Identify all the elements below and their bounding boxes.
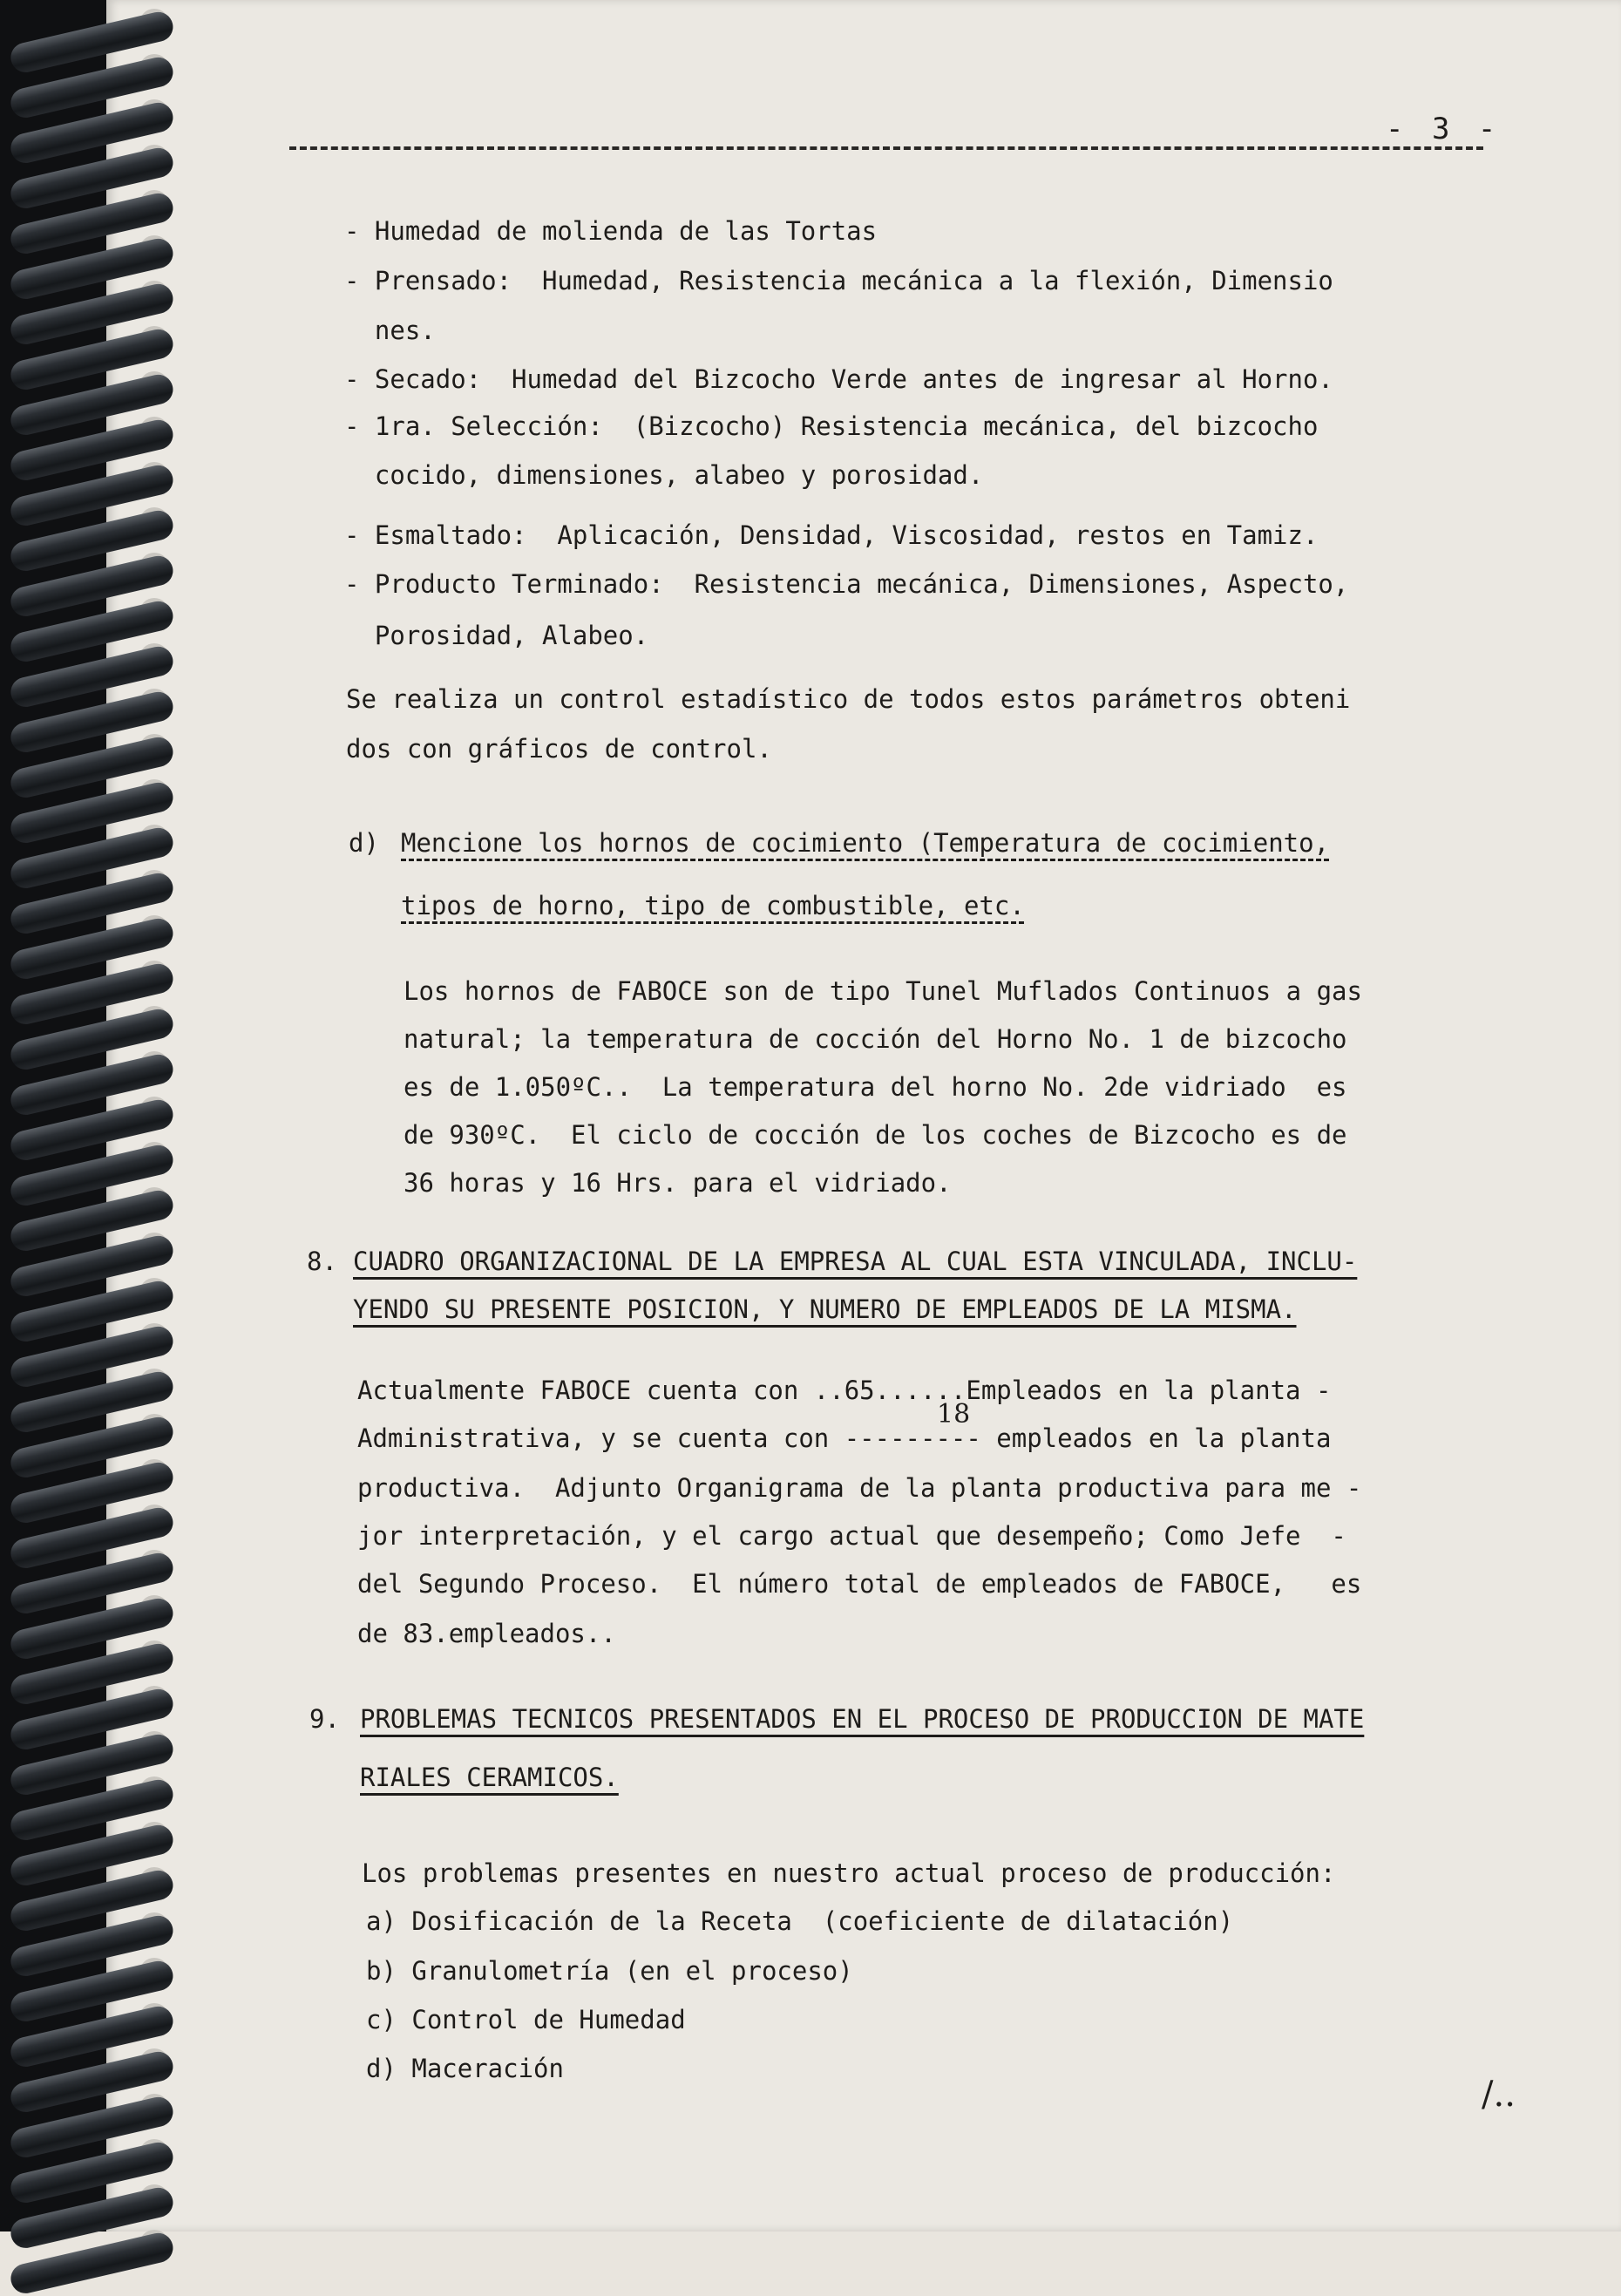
answer-d-line: es de 1.050ºC.. La temperatura del horno No. 2de vidriado es <box>404 1072 1347 1102</box>
handwritten-productive-count: 18 <box>937 1399 971 1430</box>
section-8-body-line: Administrativa, y se cuenta con --------- empleados en la planta <box>357 1423 1332 1453</box>
question-d-label: d) <box>349 828 379 858</box>
section-8-body-line: jor interpretación, y el cargo actual que desempeño; Como Jefe - <box>357 1521 1346 1551</box>
list-item: - Secado: Humedad del Bizcocho Verde antes de ingresar al Horno. <box>344 364 1333 394</box>
header-divider <box>289 146 1483 150</box>
section-8-heading: YENDO SU PRESENTE POSICION, Y NUMERO DE EMPLEADOS DE LA MISMA. <box>353 1294 1297 1324</box>
section-8-number: 8. <box>307 1246 337 1276</box>
answer-d-line: Los hornos de FABOCE son de tipo Tunel Muflados Continuos a gas <box>404 976 1362 1006</box>
list-item: - Humedad de molienda de las Tortas <box>344 216 878 246</box>
section-8-body-line: Actualmente FABOCE cuenta con ..65......Empleados en la planta - <box>357 1376 1332 1405</box>
problem-item: d) Maceración <box>366 2054 564 2083</box>
section-9-number: 9. <box>309 1704 340 1734</box>
section-8-body-line: de 83.empleados.. <box>357 1619 616 1648</box>
section-9-heading: PROBLEMAS TECNICOS PRESENTADOS EN EL PROCESO DE PRODUCCION DE MATE <box>360 1704 1365 1734</box>
continuation-mark: /.. <box>1482 2075 1516 2115</box>
list-item: cocido, dimensiones, alabeo y porosidad. <box>344 460 984 490</box>
control-paragraph-line: dos con gráficos de control. <box>346 734 772 764</box>
section-9-intro: Los problemas presentes en nuestro actual proceso de producción: <box>362 1858 1336 1888</box>
section-8-body-line: del Segundo Proceso. El número total de empleados de FABOCE, es <box>357 1569 1362 1599</box>
section-9-heading: RIALES CERAMICOS. <box>360 1763 619 1792</box>
list-item: Porosidad, Alabeo. <box>344 621 649 650</box>
section-8-body-line: productiva. Adjunto Organigrama de la planta productiva para me - <box>357 1473 1362 1503</box>
list-item: nes. <box>344 316 436 345</box>
list-item: - Producto Terminado: Resistencia mecánica, Dimensiones, Aspecto, <box>344 569 1349 599</box>
document-page <box>106 0 1621 2231</box>
problem-item: a) Dosificación de la Receta (coeficiente de dilatación) <box>366 1906 1234 1936</box>
question-d-line: Mencione los hornos de cocimiento (Temperatura de cocimiento, <box>401 828 1330 858</box>
question-d-line: tipos de horno, tipo de combustible, etc. <box>401 891 1025 920</box>
control-paragraph-line: Se realiza un control estadístico de todos estos parámetros obteni <box>346 684 1351 714</box>
list-item: - Esmaltado: Aplicación, Densidad, Viscosidad, restos en Tamiz. <box>344 520 1319 550</box>
answer-d-line: de 930ºC. El ciclo de cocción de los coches de Bizcocho es de <box>404 1120 1347 1150</box>
answer-d-line: natural; la temperatura de cocción del Horno No. 1 de bizcocho <box>404 1024 1347 1054</box>
page-number: - 3 - <box>1386 112 1502 146</box>
section-8-heading: CUADRO ORGANIZACIONAL DE LA EMPRESA AL CUAL ESTA VINCULADA, INCLU- <box>353 1246 1358 1276</box>
list-item: - 1ra. Selección: (Bizcocho) Resistencia mecánica, del bizcocho <box>344 411 1319 441</box>
answer-d-line: 36 horas y 16 Hrs. para el vidriado. <box>404 1168 952 1198</box>
problem-item: c) Control de Humedad <box>366 2005 686 2034</box>
problem-item: b) Granulometría (en el proceso) <box>366 1956 853 1986</box>
list-item: - Prensado: Humedad, Resistencia mecánica a la flexión, Dimensio <box>344 266 1333 295</box>
